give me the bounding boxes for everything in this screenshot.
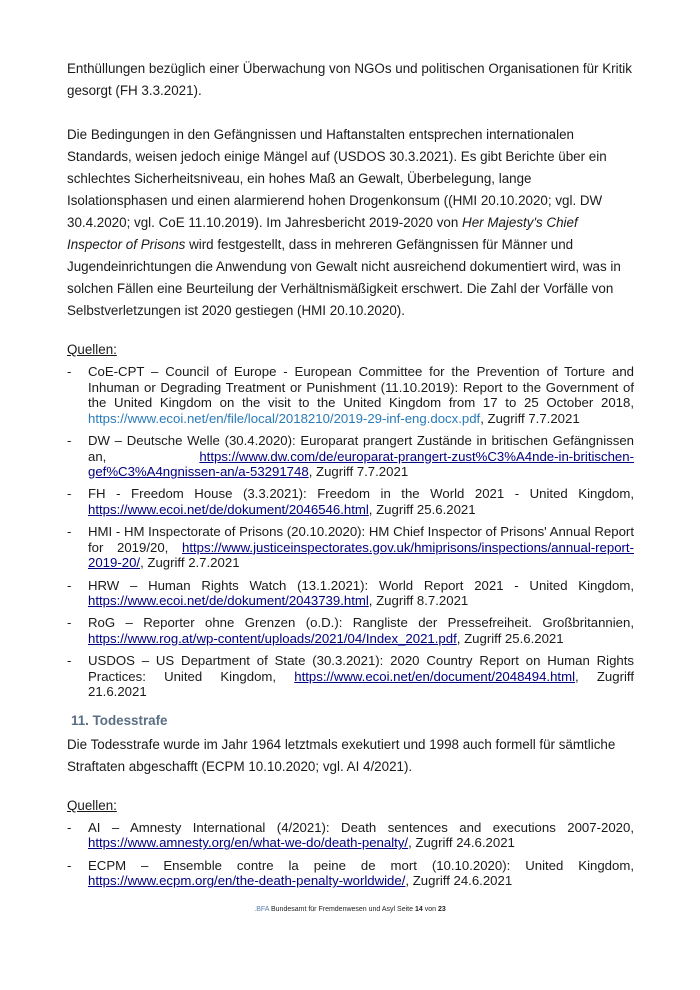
source-link[interactable]: https://www.amnesty.org/en/what-we-do/death-penalty/ bbox=[88, 835, 409, 851]
bullet-dash: - bbox=[67, 486, 72, 502]
source-link[interactable]: https://www.ecpm.org/en/the-death-penalty-worldwide/ bbox=[88, 873, 406, 889]
source-item: - USDOS – US Department of State (30.3.2021): 2020 Country Report on Human Rights Practices: United Kingdom, https://www.ecoi.net/en/document/2048494.html, Zugriff 21.6.2021 bbox=[67, 653, 634, 700]
bullet-dash: - bbox=[67, 432, 72, 448]
paragraph-surveillance: Enthüllungen bezüglich einer Überwachung von NGOs und politischen Organisationen für Kritik gesorgt (FH 3.3.2021). bbox=[67, 61, 632, 98]
source-item: - AI – Amnesty International (4/2021): Death sentences and executions 2007-2020, https://www.amnesty.org/en/what-we-do/death-penalty/, Zugriff 24.6.2021 bbox=[67, 819, 634, 851]
bullet-dash: - bbox=[67, 364, 72, 379]
section-heading-death-penalty: 11. Todesstrafe bbox=[71, 712, 168, 728]
source-link[interactable]: https://www.rog.at/wp-content/uploads/2021/04/Index_2021.pdf bbox=[88, 630, 457, 646]
source-link[interactable]: https://www.ecoi.net/de/dokument/2043739.html bbox=[88, 593, 369, 609]
source-item: - ECPM – Ensemble contre la peine de mort (10.10.2020): United Kingdom, https://www.ecpm.org/en/the-death-penalty-worldwide/, Zugriff 24.6.2021 bbox=[67, 857, 634, 889]
source-link[interactable]: https://www.ecoi.net/de/dokument/2046546.html bbox=[88, 501, 369, 517]
paragraph-death-penalty: Die Todesstrafe wurde im Jahr 1964 letztmals exekutiert und 1998 auch formell für sämtliche Straftaten abgeschafft (ECPM 10.10.2020; vgl. AI 4/2021). bbox=[67, 736, 616, 774]
bfa-logo: .BFA bbox=[254, 906, 270, 913]
page-number: 14 bbox=[414, 906, 423, 913]
page-footer: .BFA Bundesamt für Fremdenwesen und Asyl Seite 14 von 23 bbox=[254, 906, 446, 913]
source-link[interactable]: https://www.ecoi.net/en/document/2048494.html bbox=[294, 668, 576, 684]
source-link[interactable]: https://www.ecoi.net/en/file/local/2018210/2019-29-inf-eng.docx.pdf bbox=[88, 410, 481, 426]
sources-list-1 bbox=[67, 364, 634, 700]
source-link[interactable]: https://www.justiceinspectorates.gov.uk/hmiprisons/inspections/annual-report-2019-20/ bbox=[88, 539, 634, 571]
paragraph-prisons: Die Bedingungen in den Gefängnissen und Haftanstalten entsprechen internationalen Standards, weisen jedoch einige Mängel auf (USDOS 30.3.2021). Es gibt Berichte über ein schlechtes Sicherheitsniveau, ein hohes Maß an Gewalt, Überbelegung, lange Isolationsphasen und einen alarmierend hohen Drogenkonsum ((HMI 20.10.2020; vgl. DW 30.4.2020; vgl. CoE 11.10.2019). Im Jahresbericht 2019-2020 von Her Majesty's Chief Inspector of Prisons wird festgestellt, dass in mehreren Gefängnissen für Männer und Jugendeinrichtungen die Anwendung von Gewalt nicht ausreichend dokumentiert wird, was in solchen Fällen eine Beurteilung der Verhältnismäßigkeit erschwert. Die Zahl der Vorfälle von Selbstverletzungen ist 2020 gestiegen (HMI 20.10.2020). bbox=[67, 127, 621, 318]
source-item: - DW – Deutsche Welle (30.4.2020): Europarat prangert Zustände in britischen Gefängnissen an, https://www.dw.com/de/europarat-prangert-zust%C3%A4nde-in-britischen-gef%C3%A4ngnissen-an/a-53291748, Zugriff 7.7.2021 bbox=[67, 432, 634, 480]
source-item: - FH - Freedom House (3.3.2021): Freedom in the World 2021 - United Kingdom, https://www.ecoi.net/de/dokument/2046546.html, Zugriff 25.6.2021 bbox=[67, 486, 634, 517]
source-item: - HMI - HM Inspectorate of Prisons (20.10.2020): HM Chief Inspector of Prisons' Annual Report for 2019/20, https://www.justiceinspectorates.gov.uk/hmiprisons/inspections/annual-report-2019-20/, Zugriff 2.7.2021 bbox=[67, 524, 634, 571]
source-link[interactable]: https://www.dw.com/de/europarat-prangert-zust%C3%A4nde-in-britischen-gef%C3%A4ngnissen-an/a-53291748 bbox=[88, 448, 634, 480]
source-item: - CoE-CPT – Council of Europe - European Committee for the Prevention of Torture and Inhuman or Degrading Treatment or Punishment (11.10.2019): Report to the Government of the United Kingdom on the visit to the United Kingdom from 17 to 25 October 2018, https://www.ecoi.net/en/file/local/2018210/2019-29-inf-eng.docx.pdf, Zugriff 7.7.2021 bbox=[67, 364, 634, 426]
bullet-dash: - bbox=[67, 819, 72, 835]
bullet-dash: - bbox=[67, 615, 72, 631]
sources-heading-1: Quellen: bbox=[67, 342, 117, 357]
report-title: Her Majesty's Chief Inspector of Prisons bbox=[67, 215, 578, 252]
page-total: 23 bbox=[437, 906, 446, 913]
source-item: - HRW – Human Rights Watch (13.1.2021): World Report 2021 - United Kingdom, https://www.ecoi.net/de/dokument/2043739.html, Zugriff 8.7.2021 bbox=[67, 577, 634, 609]
sources-heading-2: Quellen: bbox=[67, 797, 117, 813]
bullet-dash: - bbox=[67, 524, 72, 540]
bullet-dash: - bbox=[67, 577, 72, 593]
sources-list-2 bbox=[67, 820, 634, 889]
source-item: - RoG – Reporter ohne Grenzen (o.D.): Rangliste der Pressefreiheit. Großbritannien, https://www.rog.at/wp-content/uploads/2021/04/Index_2021.pdf, Zugriff 25.6.2021 bbox=[67, 615, 634, 646]
bullet-dash: - bbox=[67, 857, 72, 873]
bullet-dash: - bbox=[67, 653, 72, 669]
